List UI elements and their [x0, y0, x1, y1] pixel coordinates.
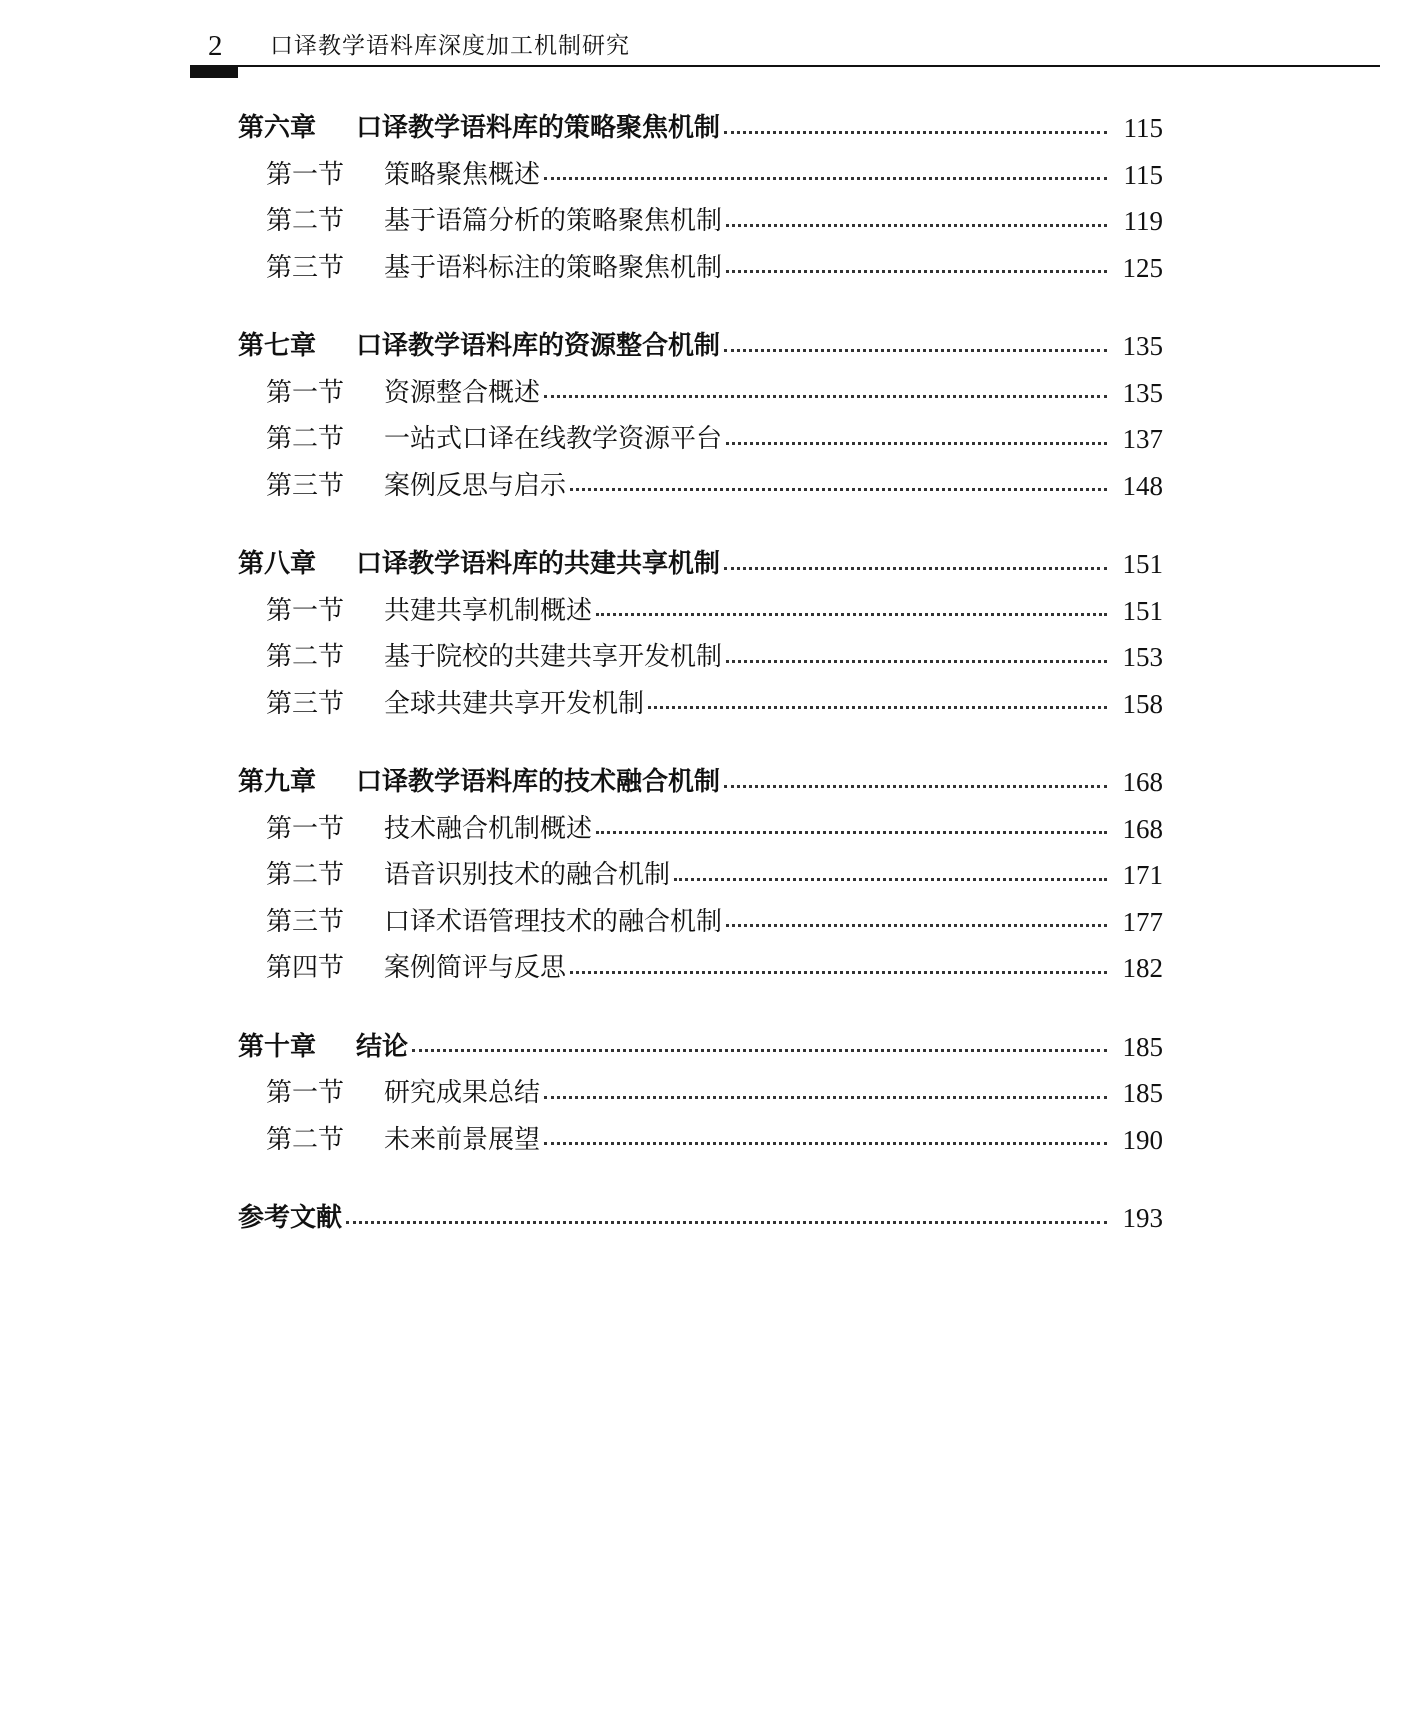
page-ref: 135 — [1122, 331, 1163, 362]
dot-leader — [724, 349, 1107, 352]
section-number: 第二节 — [266, 860, 345, 891]
book-title: 口译教学语料库深度加工机制研究 — [270, 33, 630, 59]
chapter-title: 口译教学语料库的策略聚焦机制 — [356, 113, 721, 144]
dot-leader — [570, 488, 1107, 491]
chapter-group-6 — [238, 105, 1163, 291]
section-title: 未来前景展望 — [384, 1124, 541, 1155]
references-group — [238, 1195, 1163, 1242]
dot-leader — [724, 131, 1107, 134]
toc-section-entry[interactable] — [238, 245, 1163, 292]
toc-section-entry[interactable] — [238, 945, 1163, 992]
toc-chapter-entry[interactable] — [238, 323, 1163, 370]
dot-leader — [544, 395, 1107, 398]
dot-leader — [724, 567, 1107, 570]
toc-chapter-entry[interactable] — [238, 1024, 1163, 1071]
running-head — [0, 0, 1412, 80]
section-number: 第一节 — [266, 377, 345, 408]
toc-section-entry[interactable] — [238, 1117, 1163, 1164]
header-rule-block — [190, 66, 238, 78]
page-ref: 177 — [1122, 906, 1163, 937]
chapter-number: 第八章 — [238, 549, 317, 580]
section-number: 第二节 — [266, 642, 345, 673]
page-ref: 193 — [1122, 1203, 1163, 1234]
page-ref: 115 — [1123, 159, 1163, 190]
toc-section-entry[interactable] — [238, 806, 1163, 853]
page-ref: 182 — [1122, 953, 1163, 984]
page-ref: 185 — [1122, 1078, 1163, 1109]
chapter-number: 第九章 — [238, 767, 317, 798]
toc-chapter-entry[interactable] — [238, 541, 1163, 588]
toc-section-entry[interactable] — [238, 852, 1163, 899]
dot-leader — [726, 924, 1107, 927]
dot-leader — [726, 224, 1107, 227]
page-ref: 168 — [1122, 813, 1163, 844]
section-title: 共建共享机制概述 — [384, 595, 593, 626]
dot-leader — [346, 1221, 1107, 1224]
section-title: 基于院校的共建共享开发机制 — [384, 642, 723, 673]
chapter-number: 第十章 — [238, 1031, 317, 1062]
dot-leader — [596, 831, 1107, 834]
page-ref: 171 — [1122, 860, 1163, 891]
section-title: 语音识别技术的融合机制 — [384, 860, 671, 891]
chapter-title: 口译教学语料库的共建共享机制 — [356, 549, 721, 580]
section-title: 案例反思与启示 — [384, 470, 567, 501]
section-number: 第一节 — [266, 595, 345, 626]
dot-leader — [726, 442, 1107, 445]
dot-leader — [544, 177, 1107, 180]
section-title: 资源整合概述 — [384, 377, 541, 408]
chapter-group-7 — [238, 323, 1163, 509]
chapter-group-8 — [238, 541, 1163, 727]
section-title: 一站式口译在线教学资源平台 — [384, 424, 723, 455]
section-number: 第四节 — [266, 953, 345, 984]
dot-leader — [596, 613, 1107, 616]
section-title: 基于语料标注的策略聚焦机制 — [384, 252, 723, 283]
toc-section-entry[interactable] — [238, 463, 1163, 510]
section-title: 研究成果总结 — [384, 1078, 541, 1109]
toc-section-entry[interactable] — [238, 634, 1163, 681]
table-of-contents — [238, 105, 1163, 1274]
toc-section-entry[interactable] — [238, 588, 1163, 635]
section-number: 第二节 — [266, 1124, 345, 1155]
section-number: 第三节 — [266, 688, 345, 719]
section-number: 第二节 — [266, 206, 345, 237]
section-title: 口译术语管理技术的融合机制 — [384, 906, 723, 937]
toc-section-entry[interactable] — [238, 681, 1163, 728]
page-ref: 135 — [1122, 377, 1163, 408]
chapter-group-10 — [238, 1024, 1163, 1164]
page-ref: 151 — [1122, 595, 1163, 626]
toc-references-entry[interactable] — [238, 1195, 1163, 1242]
toc-section-entry[interactable] — [238, 198, 1163, 245]
toc-section-entry[interactable] — [238, 152, 1163, 199]
header-rule — [190, 65, 1380, 67]
page-ref: 158 — [1122, 688, 1163, 719]
section-number: 第二节 — [266, 424, 345, 455]
toc-section-entry[interactable] — [238, 1070, 1163, 1117]
chapter-title: 口译教学语料库的资源整合机制 — [356, 331, 721, 362]
dot-leader — [674, 878, 1107, 881]
section-number: 第三节 — [266, 470, 345, 501]
section-number: 第三节 — [266, 906, 345, 937]
page-ref: 151 — [1122, 549, 1163, 580]
references-title: 参考文献 — [238, 1203, 343, 1234]
section-title: 技术融合机制概述 — [384, 813, 593, 844]
page-ref: 168 — [1122, 767, 1163, 798]
chapter-title: 口译教学语料库的技术融合机制 — [356, 767, 721, 798]
dot-leader — [570, 971, 1107, 974]
section-number: 第一节 — [266, 813, 345, 844]
dot-leader — [648, 706, 1107, 709]
page-ref: 148 — [1122, 470, 1163, 501]
page-ref: 115 — [1123, 113, 1163, 144]
section-title: 策略聚焦概述 — [384, 159, 541, 190]
toc-chapter-entry[interactable] — [238, 105, 1163, 152]
dot-leader — [544, 1096, 1107, 1099]
page-ref: 137 — [1122, 424, 1163, 455]
chapter-title: 结论 — [356, 1031, 409, 1062]
chapter-number: 第六章 — [238, 113, 317, 144]
dot-leader — [726, 660, 1107, 663]
chapter-group-9 — [238, 759, 1163, 992]
dot-leader — [544, 1142, 1107, 1145]
toc-section-entry[interactable] — [238, 899, 1163, 946]
page-ref: 125 — [1122, 252, 1163, 283]
toc-section-entry[interactable] — [238, 416, 1163, 463]
section-title: 案例简评与反思 — [384, 953, 567, 984]
section-number: 第一节 — [266, 1078, 345, 1109]
section-number: 第一节 — [266, 159, 345, 190]
section-title: 全球共建共享开发机制 — [384, 688, 645, 719]
section-number: 第三节 — [266, 252, 345, 283]
dot-leader — [412, 1049, 1107, 1052]
dot-leader — [726, 270, 1107, 273]
dot-leader — [724, 785, 1107, 788]
page-ref: 190 — [1122, 1124, 1163, 1155]
section-title: 基于语篇分析的策略聚焦机制 — [384, 206, 723, 237]
page-ref: 185 — [1122, 1031, 1163, 1062]
toc-chapter-entry[interactable] — [238, 759, 1163, 806]
page-ref: 119 — [1123, 206, 1163, 237]
toc-section-entry[interactable] — [238, 370, 1163, 417]
chapter-number: 第七章 — [238, 331, 317, 362]
page-number: 2 — [208, 30, 223, 62]
page-ref: 153 — [1122, 642, 1163, 673]
